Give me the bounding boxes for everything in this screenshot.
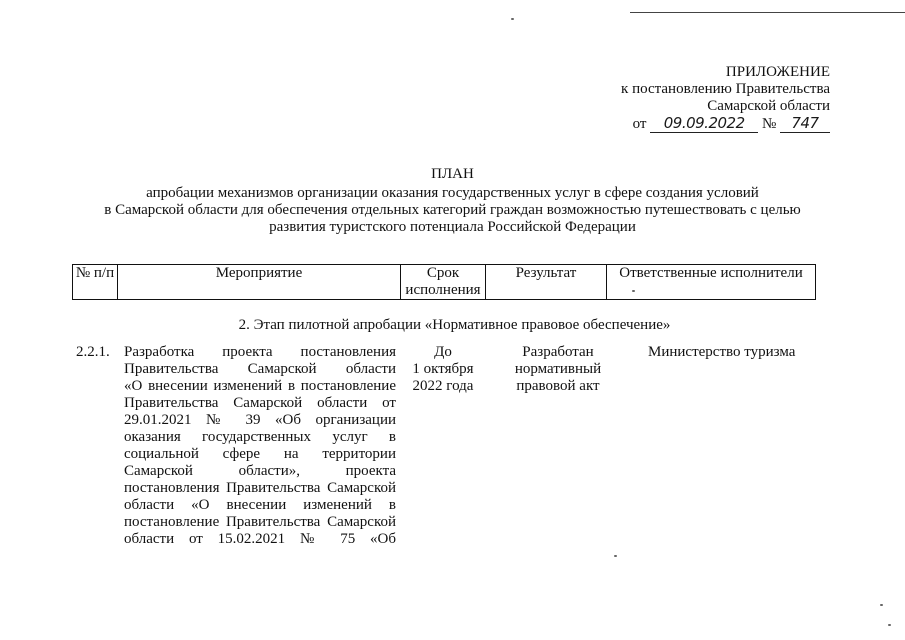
- scan-top-edge-line: [630, 12, 905, 13]
- event-line: Правительства Самарской области: [124, 361, 396, 377]
- row-executor: Министерство туризма: [648, 344, 796, 360]
- term-line: 1 октября: [412, 361, 474, 377]
- scan-speck: [880, 604, 883, 606]
- handwritten-date: 09.09.2022: [650, 115, 758, 133]
- from-label: от: [632, 116, 647, 132]
- event-line: постановление Правительства Самарской: [124, 514, 396, 530]
- event-line: 29.01.2021 № 39 «Об организации: [124, 412, 396, 428]
- event-line: Самарской области», проекта: [124, 463, 396, 479]
- row-event: [124, 344, 396, 548]
- row-result: [496, 344, 620, 395]
- event-line: постановления Правительства Самарской: [124, 480, 396, 496]
- row-term: [404, 344, 482, 395]
- column-header-result: Результат: [486, 265, 607, 300]
- appendix-block: [621, 64, 830, 133]
- event-line: области «О внесении изменений в: [124, 497, 396, 513]
- column-header-term: Срок исполнения: [401, 265, 486, 300]
- plan-table-header: [72, 264, 816, 300]
- result-line: Разработан: [522, 344, 594, 360]
- scan-speck: [632, 290, 635, 292]
- result-line: правовой акт: [516, 378, 600, 394]
- appendix-region: Самарской области: [707, 98, 830, 114]
- event-line: области от 15.02.2021 № 75 «Об: [124, 531, 396, 547]
- table-row: [0, 344, 905, 624]
- scan-speck: [511, 18, 514, 20]
- table-header-row: [73, 265, 816, 300]
- scan-speck: [614, 555, 617, 557]
- appendix-reference: к постановлению Правительства: [621, 81, 830, 97]
- handwritten-number: 747: [780, 115, 830, 133]
- column-header-executors: Ответственные исполнители: [607, 265, 816, 300]
- plan-subtitle-line-1: апробации механизмов организации оказания государственных услуг в сфере создания условий: [146, 185, 759, 201]
- row-number: 2.2.1.: [76, 344, 110, 360]
- column-header-number: № п/п: [73, 265, 118, 300]
- term-line: До: [434, 344, 452, 360]
- event-line: «О внесении изменений в постановление: [124, 378, 396, 394]
- document-title: [60, 166, 845, 236]
- column-header-event: Мероприятие: [118, 265, 401, 300]
- plan-subtitle-line-3: развития туристского потенциала Российской Федерации: [269, 219, 636, 235]
- appendix-date-number: [621, 115, 830, 133]
- result-line: нормативный: [514, 361, 602, 377]
- event-line: Правительства Самарской области от: [124, 395, 396, 411]
- number-label: №: [761, 116, 777, 132]
- plan-subtitle-line-2: в Самарской области для обеспечения отдельных категорий граждан возможностью путешествовать с целью: [104, 202, 801, 218]
- plan-heading: ПЛАН: [431, 166, 474, 182]
- event-line: социальной сфере на территории: [124, 446, 396, 462]
- event-line: оказания государственных услуг в: [124, 429, 396, 445]
- term-line: 2022 года: [412, 378, 474, 394]
- event-line: Разработка проекта постановления: [124, 344, 396, 360]
- scan-speck: [888, 624, 891, 626]
- appendix-title: ПРИЛОЖЕНИЕ: [725, 64, 830, 80]
- stage-heading: 2. Этап пилотной апробации «Нормативное правовое обеспечение»: [238, 317, 671, 333]
